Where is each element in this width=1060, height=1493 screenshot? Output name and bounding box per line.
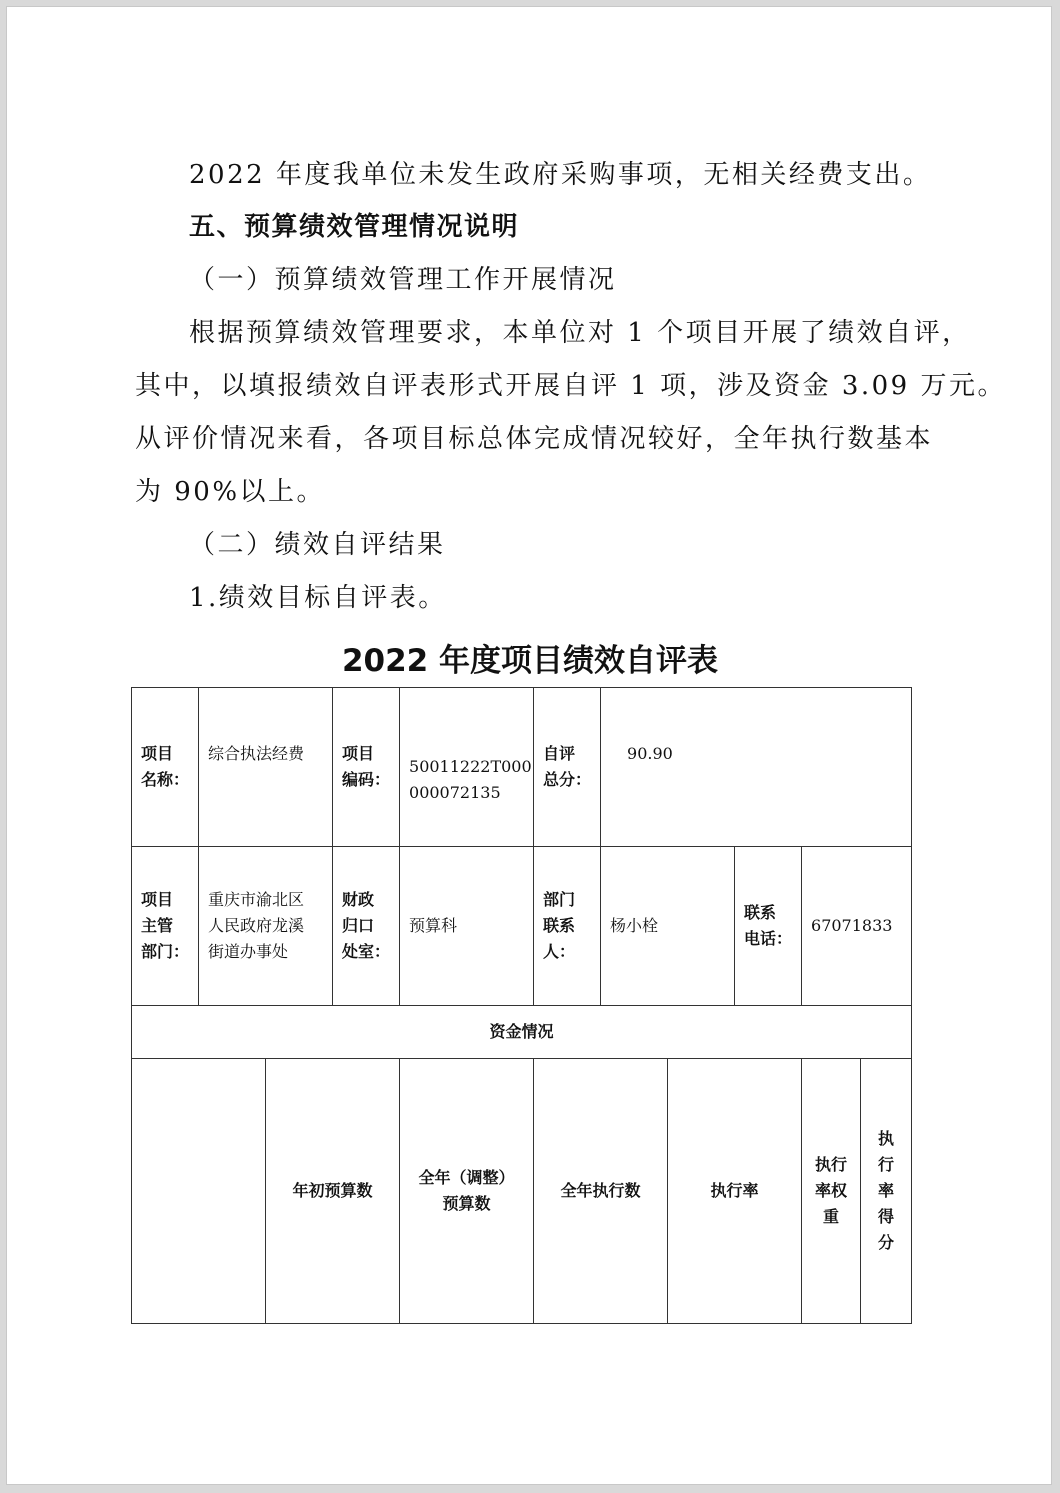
- project-code-label: 项目 编码：: [333, 688, 400, 847]
- col-rate-weight: 执行 率权 重: [802, 1059, 861, 1324]
- contact-person-label: 部门 联系 人：: [534, 847, 601, 1006]
- procurement-paragraph: 2022 年度我单位未发生政府采购事项，无相关经费支出。: [189, 160, 932, 190]
- project-name-value: 综合执法经费: [199, 688, 333, 847]
- section5-heading: 五、预算绩效管理情况说明: [189, 212, 520, 242]
- table-row: [132, 847, 912, 1006]
- col-rate-score: 执 行 率 得 分: [861, 1059, 912, 1324]
- finance-office-label: 财政 归口 处室：: [333, 847, 400, 1006]
- col-initial-budget: 年初预算数: [266, 1059, 400, 1324]
- contact-person-value: 杨小栓: [601, 847, 735, 1006]
- self-score-value: 90.90: [601, 688, 912, 847]
- document-page: [6, 6, 1052, 1485]
- funds-heading: 资金情况: [132, 1006, 912, 1059]
- table-row: [132, 1006, 912, 1059]
- evaluation-paragraph-line2: 其中，以填报绩效自评表形式开展自评 1 项，涉及资金 3.09 万元。: [135, 371, 1006, 401]
- item1-label: 1.绩效目标自评表。: [189, 583, 447, 613]
- table-row: [132, 1059, 912, 1324]
- self-score-label: 自评 总分：: [534, 688, 601, 847]
- phone-value: 67071833: [802, 847, 912, 1006]
- table-row: [132, 688, 912, 847]
- evaluation-paragraph-line3: 从评价情况来看，各项目标总体完成情况较好，全年执行数基本: [135, 424, 934, 454]
- subsection1-heading: （一）预算绩效管理工作开展情况: [189, 265, 617, 295]
- col-adjusted-budget: 全年（调整） 预算数: [400, 1059, 534, 1324]
- col-executed-amount: 全年执行数: [534, 1059, 668, 1324]
- subsection2-heading: （二）绩效自评结果: [189, 530, 446, 560]
- evaluation-paragraph-line1: 根据预算绩效管理要求，本单位对 1 个项目开展了绩效自评，: [189, 318, 971, 348]
- performance-evaluation-table: [131, 687, 912, 1324]
- phone-label: 联系 电话：: [735, 847, 802, 1006]
- finance-office-value: 预算科: [400, 847, 534, 1006]
- department-label: 项目 主管 部门：: [132, 847, 199, 1006]
- department-value: 重庆市渝北区 人民政府龙溪 街道办事处: [199, 847, 333, 1006]
- funds-blank-cell: [132, 1059, 266, 1324]
- project-code-value: 50011222T000 000072135: [400, 688, 534, 847]
- col-execution-rate: 执行率: [668, 1059, 802, 1324]
- table-title: 2022 年度项目绩效自评表: [341, 643, 719, 679]
- evaluation-paragraph-line4: 为 90%以上。: [135, 477, 326, 507]
- project-name-label: 项目 名称：: [132, 688, 199, 847]
